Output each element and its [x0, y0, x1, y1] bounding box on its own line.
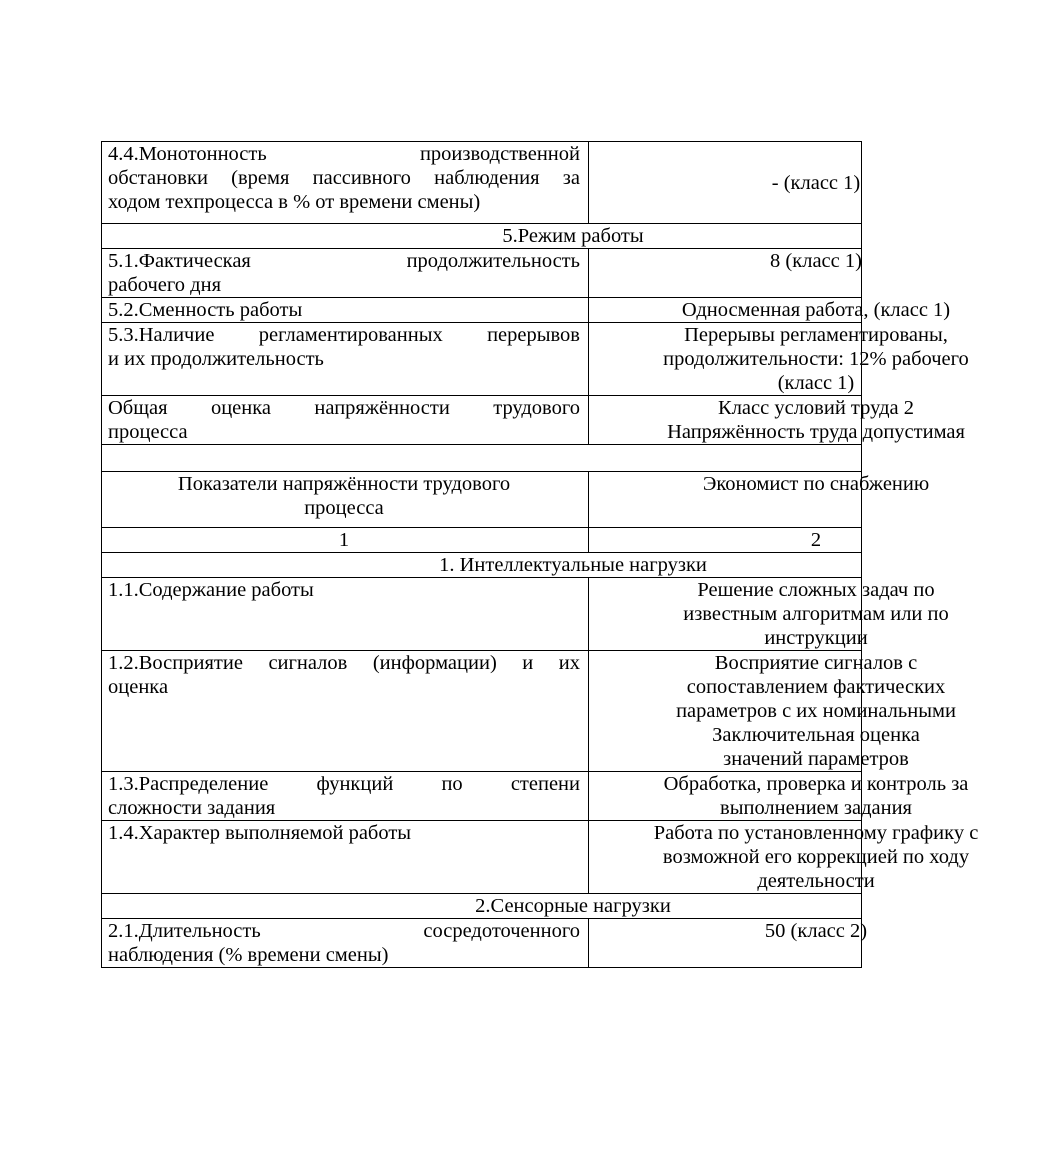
cell-line: 1.3.Распределение функций по степени — [108, 773, 580, 795]
row-indicator-cell — [102, 919, 589, 968]
table-row — [102, 396, 862, 445]
table-row — [102, 323, 862, 396]
row-indicator-cell — [102, 772, 589, 821]
table-row — [102, 919, 862, 968]
row-value-cell — [589, 298, 951, 323]
cell-line: Восприятие сигналов с — [714, 652, 918, 674]
cell-line: наблюдения (% времени смены) — [108, 944, 389, 966]
column-number-2 — [589, 528, 862, 553]
cell-line: Класс условий труда 2 — [718, 397, 914, 419]
numbering-row — [102, 528, 862, 553]
row-value-cell — [589, 578, 949, 651]
row-indicator-cell — [102, 821, 589, 894]
cell-line: Экономист по снабжению — [702, 473, 930, 495]
row-value-cell — [589, 772, 969, 821]
section-title-2 — [102, 894, 862, 919]
cell-line: 5.1.Фактическая продолжительность — [108, 250, 580, 272]
cell-line: - (класс 1) — [771, 171, 861, 194]
empty-row — [102, 445, 862, 472]
cell-line: 1 — [338, 529, 350, 551]
row-indicator-cell — [102, 142, 589, 224]
section-row — [102, 894, 862, 919]
cell-line: 2.1.Длительность сосредоточенного — [108, 920, 580, 942]
cell-line: 2 — [810, 529, 822, 551]
cell-line: 50 (класс 2) — [764, 920, 868, 942]
cell-line: 1.4.Характер выполняемой работы — [108, 822, 412, 844]
cell-line: Заключительная оценка — [712, 724, 920, 746]
row-indicator-cell — [102, 396, 589, 445]
cell-line: 1.2.Восприятие сигналов (информации) и их — [108, 652, 580, 674]
section-label: 1. Интеллектуальные нагрузки — [439, 554, 707, 576]
cell-line: 8 (класс 1) — [770, 250, 862, 272]
cell-line: инструкции — [764, 627, 868, 649]
cell-line: процесса — [108, 421, 188, 443]
table-row — [102, 651, 862, 772]
section-row — [102, 224, 862, 249]
column-number-1 — [102, 528, 589, 553]
cell-line: сопоставлением фактических — [686, 676, 946, 698]
row-value-cell — [589, 651, 956, 772]
cell-line: Работа по установленному графику с — [653, 822, 979, 844]
row-value-cell — [589, 396, 965, 445]
cell-line: 1.1.Содержание работы — [108, 579, 314, 601]
cell-line: ходом техпроцесса в % от времени смены) — [108, 191, 481, 213]
cell-line: деятельности — [757, 870, 875, 892]
cell-line: Показатели напряжённости трудового — [177, 473, 511, 495]
section-label: 5.Режим работы — [502, 225, 644, 247]
cell-line: Решение сложных задач по — [697, 579, 935, 601]
table-row — [102, 821, 862, 894]
cell-line: процесса — [304, 497, 384, 519]
row-indicator-cell — [102, 249, 589, 298]
cell-line: Общая оценка напряжённости трудового — [108, 397, 580, 419]
section-title-5 — [102, 224, 862, 249]
cell-line: значений параметров — [723, 748, 909, 770]
section-label: 2.Сенсорные нагрузки — [475, 895, 671, 917]
header-indicators — [102, 472, 589, 528]
header-row — [102, 472, 862, 528]
cell-line: выполнением задания — [720, 797, 912, 819]
section-row — [102, 553, 862, 578]
header-profession — [589, 472, 930, 528]
row-value-cell — [589, 919, 868, 968]
table-row — [102, 142, 862, 224]
table-row — [102, 772, 862, 821]
row-indicator-cell — [102, 651, 589, 772]
cell-line: 5.3.Наличие регламентированных перерывов — [108, 324, 580, 346]
cell-line: сложности задания — [108, 797, 276, 819]
cell-line: (класс 1) — [777, 372, 855, 394]
table-row — [102, 298, 862, 323]
row-value-cell — [589, 323, 969, 396]
cell-line: Напряжённость труда допустимая — [667, 421, 965, 443]
cell-line: параметров с их номинальными — [676, 700, 956, 722]
cell-line: Перерывы регламентированы, — [684, 324, 948, 346]
table-row — [102, 578, 862, 651]
cell-line: возможной его коррекцией по ходу — [662, 846, 970, 868]
cell-line: обстановки (время пассивного наблюдения за — [108, 167, 580, 189]
row-value-cell — [589, 821, 979, 894]
labor-intensity-table — [101, 141, 979, 968]
empty-cell — [102, 445, 862, 472]
row-indicator-cell — [102, 578, 589, 651]
cell-line: Обработка, проверка и контроль за — [663, 773, 969, 795]
cell-line: известным алгоритмам или по — [683, 603, 949, 625]
cell-line: 5.2.Сменность работы — [108, 299, 303, 321]
cell-line: Односменная работа, (класс 1) — [681, 299, 951, 321]
cell-line: оценка — [108, 676, 169, 698]
row-value-cell — [589, 249, 862, 298]
cell-line: 4.4.Монотонность производственной — [108, 143, 580, 165]
row-indicator-cell — [102, 298, 589, 323]
cell-line: и их продолжительность — [108, 348, 324, 370]
cell-line: рабочего дня — [108, 274, 222, 296]
section-title-1 — [102, 553, 862, 578]
cell-line: продолжительности: 12% рабочего — [663, 348, 969, 370]
table-row — [102, 249, 862, 298]
row-value-cell — [589, 142, 862, 224]
row-indicator-cell — [102, 323, 589, 396]
